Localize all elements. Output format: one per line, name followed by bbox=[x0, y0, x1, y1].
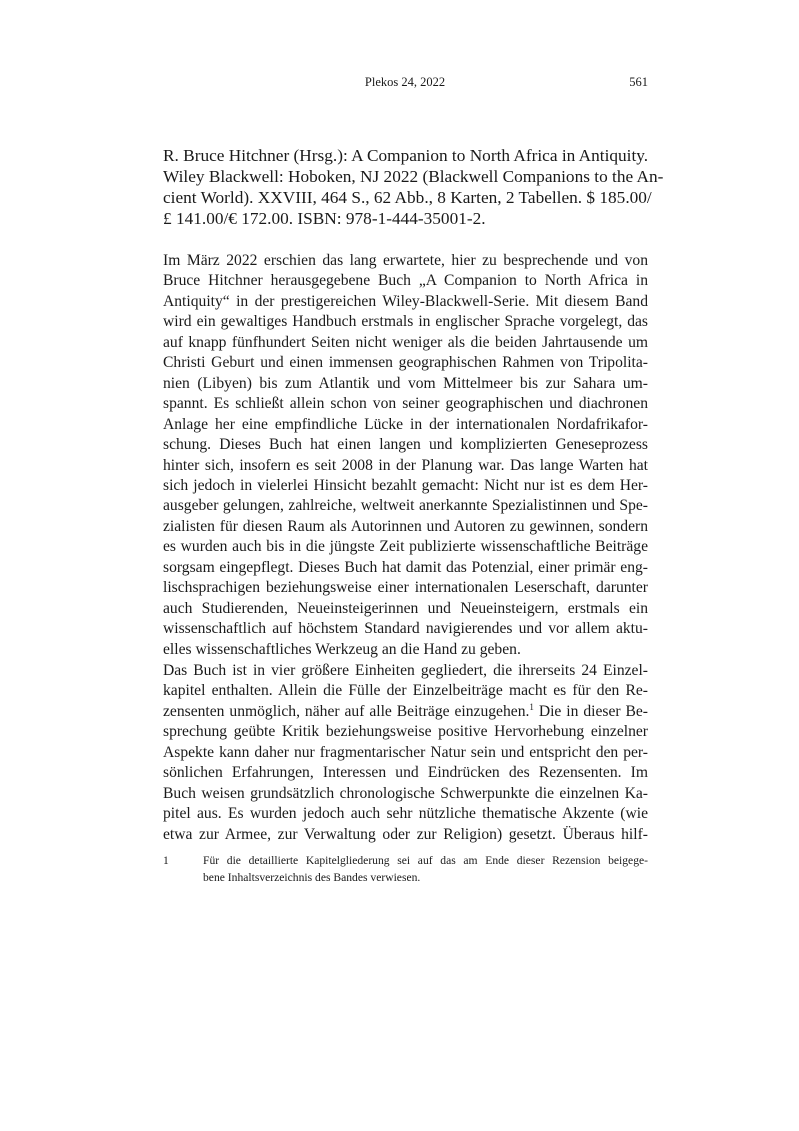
text-line: sich jedoch in vielerlei Hinsicht bezahlt gemacht: Nicht nur ist es dem Her- bbox=[163, 476, 648, 494]
text-line: hinter sich, insofern es seit 2008 in der Planung war. Das lange Warten hat bbox=[163, 456, 648, 474]
text-line: zialisten für diesen Raum als Autorinnen und Autoren zu gewinnen, sondern bbox=[163, 517, 648, 535]
paragraph-2 bbox=[163, 661, 648, 845]
footnote-number: 1 bbox=[163, 854, 169, 867]
text-line: sönlichen Erfahrungen, Interessen und Eindrücken des Rezensenten. Im bbox=[163, 764, 648, 782]
title-line: Wiley Blackwell: Hoboken, NJ 2022 (Blackwell Companions to the An- bbox=[163, 167, 664, 186]
footnote-line: bene Inhaltsverzeichnis des Bandes verwiesen. bbox=[203, 871, 421, 884]
title-line: R. Bruce Hitchner (Hrsg.): A Companion to North Africa in Antiquity. bbox=[163, 146, 649, 165]
text-line: kapitel enthalten. Allein die Fülle der Einzelbeiträge macht es für den Re- bbox=[163, 682, 648, 700]
footnote-reference[interactable]: 1 bbox=[529, 701, 534, 712]
footnote-line: Für die detaillierte Kapitelgliederung sei auf das am Ende dieser Rezension beigege- bbox=[203, 854, 648, 867]
text-line: Aspekte kann daher nur fragmentarischer Natur sein und entspricht den per- bbox=[163, 743, 648, 761]
text-line: sorgsam eingepflegt. Dieses Buch hat damit das Potenzial, einer primär eng- bbox=[163, 558, 648, 576]
text-line: Buch weisen grundsätzlich chronologische Schwerpunkte die einzelnen Ka- bbox=[163, 784, 648, 802]
page-number: 561 bbox=[629, 75, 648, 89]
text-line: auch Studierenden, Neueinsteigerinnen und Neueinsteigern, erstmals ein bbox=[163, 599, 648, 617]
text-line: elles wissenschaftliches Werkzeug an die Hand zu geben. bbox=[163, 640, 521, 658]
text-line: schung. Dieses Buch hat einen langen und komplizierten Geneseprozess bbox=[163, 436, 648, 454]
text-line: ausgeber gelungen, zahlreiche, weltweit anerkannte Spezialistinnen und Spe- bbox=[163, 497, 648, 515]
text-line: Das Buch ist in vier größere Einheiten gegliedert, die ihrerseits 24 Einzel- bbox=[163, 662, 648, 679]
text-fragment: Die in dieser Be- bbox=[533, 702, 648, 720]
text-line: pitel aus. Es wurden jedoch auch sehr nützliche thematische Akzente (wie bbox=[163, 805, 648, 823]
text-line: es wurden auch bis in die jüngste Zeit publizierte wissenschaftliche Beiträge bbox=[163, 538, 648, 556]
footnote-text bbox=[203, 852, 648, 886]
text-line: nien (Libyen) bis zum Atlantik und vom Mittelmeer bis zur Sahara um- bbox=[163, 374, 648, 392]
journal-title: Plekos 24, 2022 bbox=[364, 75, 446, 89]
paragraph-1 bbox=[163, 251, 648, 660]
text-line: Anlage her eine empfindliche Lücke in der internationalen Nordafrikafor- bbox=[163, 415, 648, 433]
title-line: £ 141.00/€ 172.00. ISBN: 978-1-444-35001-2. bbox=[163, 209, 486, 228]
bibliographic-title bbox=[163, 145, 664, 229]
text-line: auf knapp fünfhundert Seiten nicht weniger als die beiden Jahrtausende um bbox=[163, 333, 648, 351]
text-line: Bruce Hitchner herausgegebene Buch „A Companion to North Africa in bbox=[163, 272, 648, 290]
text-line: etwa zur Armee, zur Verwaltung oder zur Religion) gesetzt. Überaus hilf- bbox=[163, 825, 648, 843]
text-line: wird ein gewaltiges Handbuch erstmals in englischer Sprache vorgelegt, das bbox=[163, 313, 648, 331]
text-line: spannt. Es schließt allein schon von seiner geographischen und diachronen bbox=[163, 395, 648, 413]
text-line bbox=[163, 702, 648, 722]
text-line: Im März 2022 erschien das lang erwartete, hier zu besprechende und von bbox=[163, 252, 648, 269]
text-fragment: zensenten unmöglich, näher auf alle Beiträge einzugehen. bbox=[163, 702, 530, 720]
text-line: Antiquity“ in der prestigereichen Wiley-Blackwell-Serie. Mit diesem Band bbox=[163, 292, 648, 310]
title-line: cient World). XXVIII, 464 S., 62 Abb., 8 Karten, 2 Tabellen. $ 185.00/ bbox=[163, 188, 652, 207]
text-line: lischsprachigen beziehungsweise einer internationalen Leserschaft, darunter bbox=[163, 579, 648, 597]
running-header bbox=[163, 74, 648, 90]
text-line: sprechung geübte Kritik beziehungsweise positive Hervorhebung einzelner bbox=[163, 723, 648, 741]
text-line: Christi Geburt und einen immensen geographischen Rahmen von Tripolita- bbox=[163, 354, 648, 372]
text-line: wissenschaftlich auf höchstem Standard navigierendes und vor allem aktu- bbox=[163, 620, 648, 638]
